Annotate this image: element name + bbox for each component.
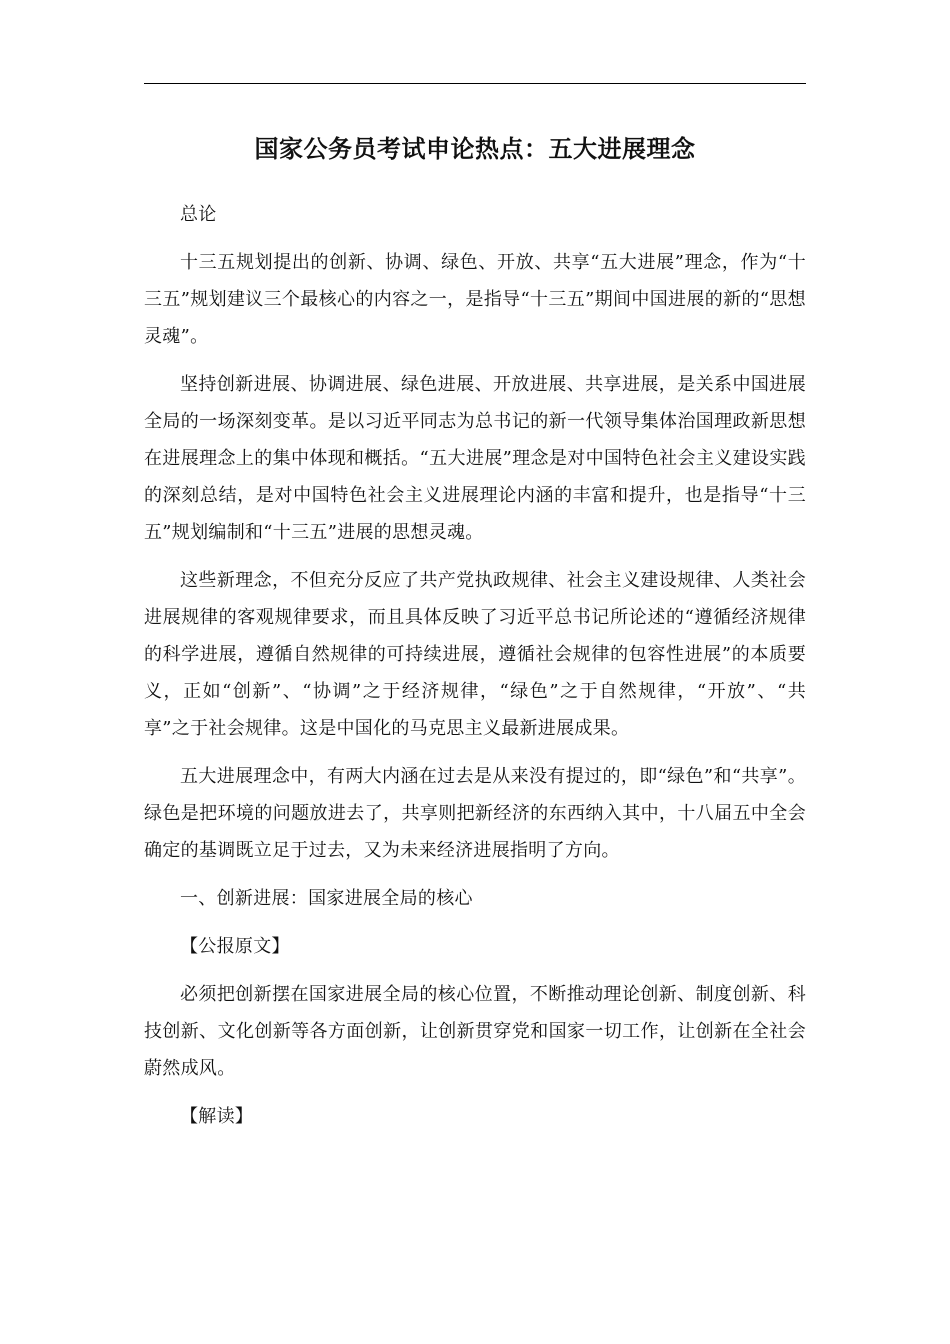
label-communique-text: 【公报原文】 <box>180 936 290 957</box>
document-body <box>144 196 806 1146</box>
paragraph: 十三五规划提出的创新、协调、绿色、开放、共享“五大进展”理念，作为“十三五”规划建议三个最核心的内容之一，是指导“十三五”期间中国进展的新的“思想灵魂”。 <box>144 252 806 347</box>
header-rule <box>144 83 806 84</box>
paragraph: 坚持创新进展、协调进展、绿色进展、开放进展、共享进展，是关系中国进展全局的一场深刻变革。是以习近平同志为总书记的新一代领导集体治国理政新思想在进展理念上的集中体现和概括。“五大进展”理念是对中国特色社会主义建设实践的深刻总结，是对中国特色社会主义进展理论内涵的丰富和提升，也是指导“十三五”规划编制和“十三五”进展的思想灵魂。 <box>144 374 806 543</box>
paragraph: 这些新理念，不但充分反应了共产党执政规律、社会主义建设规律、人类社会进展规律的客观规律要求，而且具体反映了习近平总书记所论述的“遵循经济规律的科学进展，遵循自然规律的可持续进展，遵循社会规律的包容性进展”的本质要义，正如“创新”、“协调”之于经济规律，“绿色”之于自然规律，“开放”、“共享”之于社会规律。这是中国化的马克思主义最新进展成果。 <box>144 570 806 739</box>
section-heading-overview: 总论 <box>180 204 217 225</box>
document-title: 国家公务员考试申论热点：五大进展理念 <box>254 134 696 163</box>
paragraph: 必须把创新摆在国家进展全局的核心位置，不断推动理论创新、制度创新、科技创新、文化创新等各方面创新，让创新贯穿党和国家一切工作，让创新在全社会蔚然成风。 <box>144 984 806 1079</box>
section-heading-innovation: 一、创新进展：国家进展全局的核心 <box>180 888 473 909</box>
label-interpretation: 【解读】 <box>180 1106 254 1127</box>
paragraph: 五大进展理念中，有两大内涵在过去是从来没有提过的，即“绿色”和“共享”。绿色是把环境的问题放进去了，共享则把新经济的东西纳入其中，十八届五中全会确定的基调既立足于过去，又为未来经济进展指明了方向。 <box>144 766 806 861</box>
